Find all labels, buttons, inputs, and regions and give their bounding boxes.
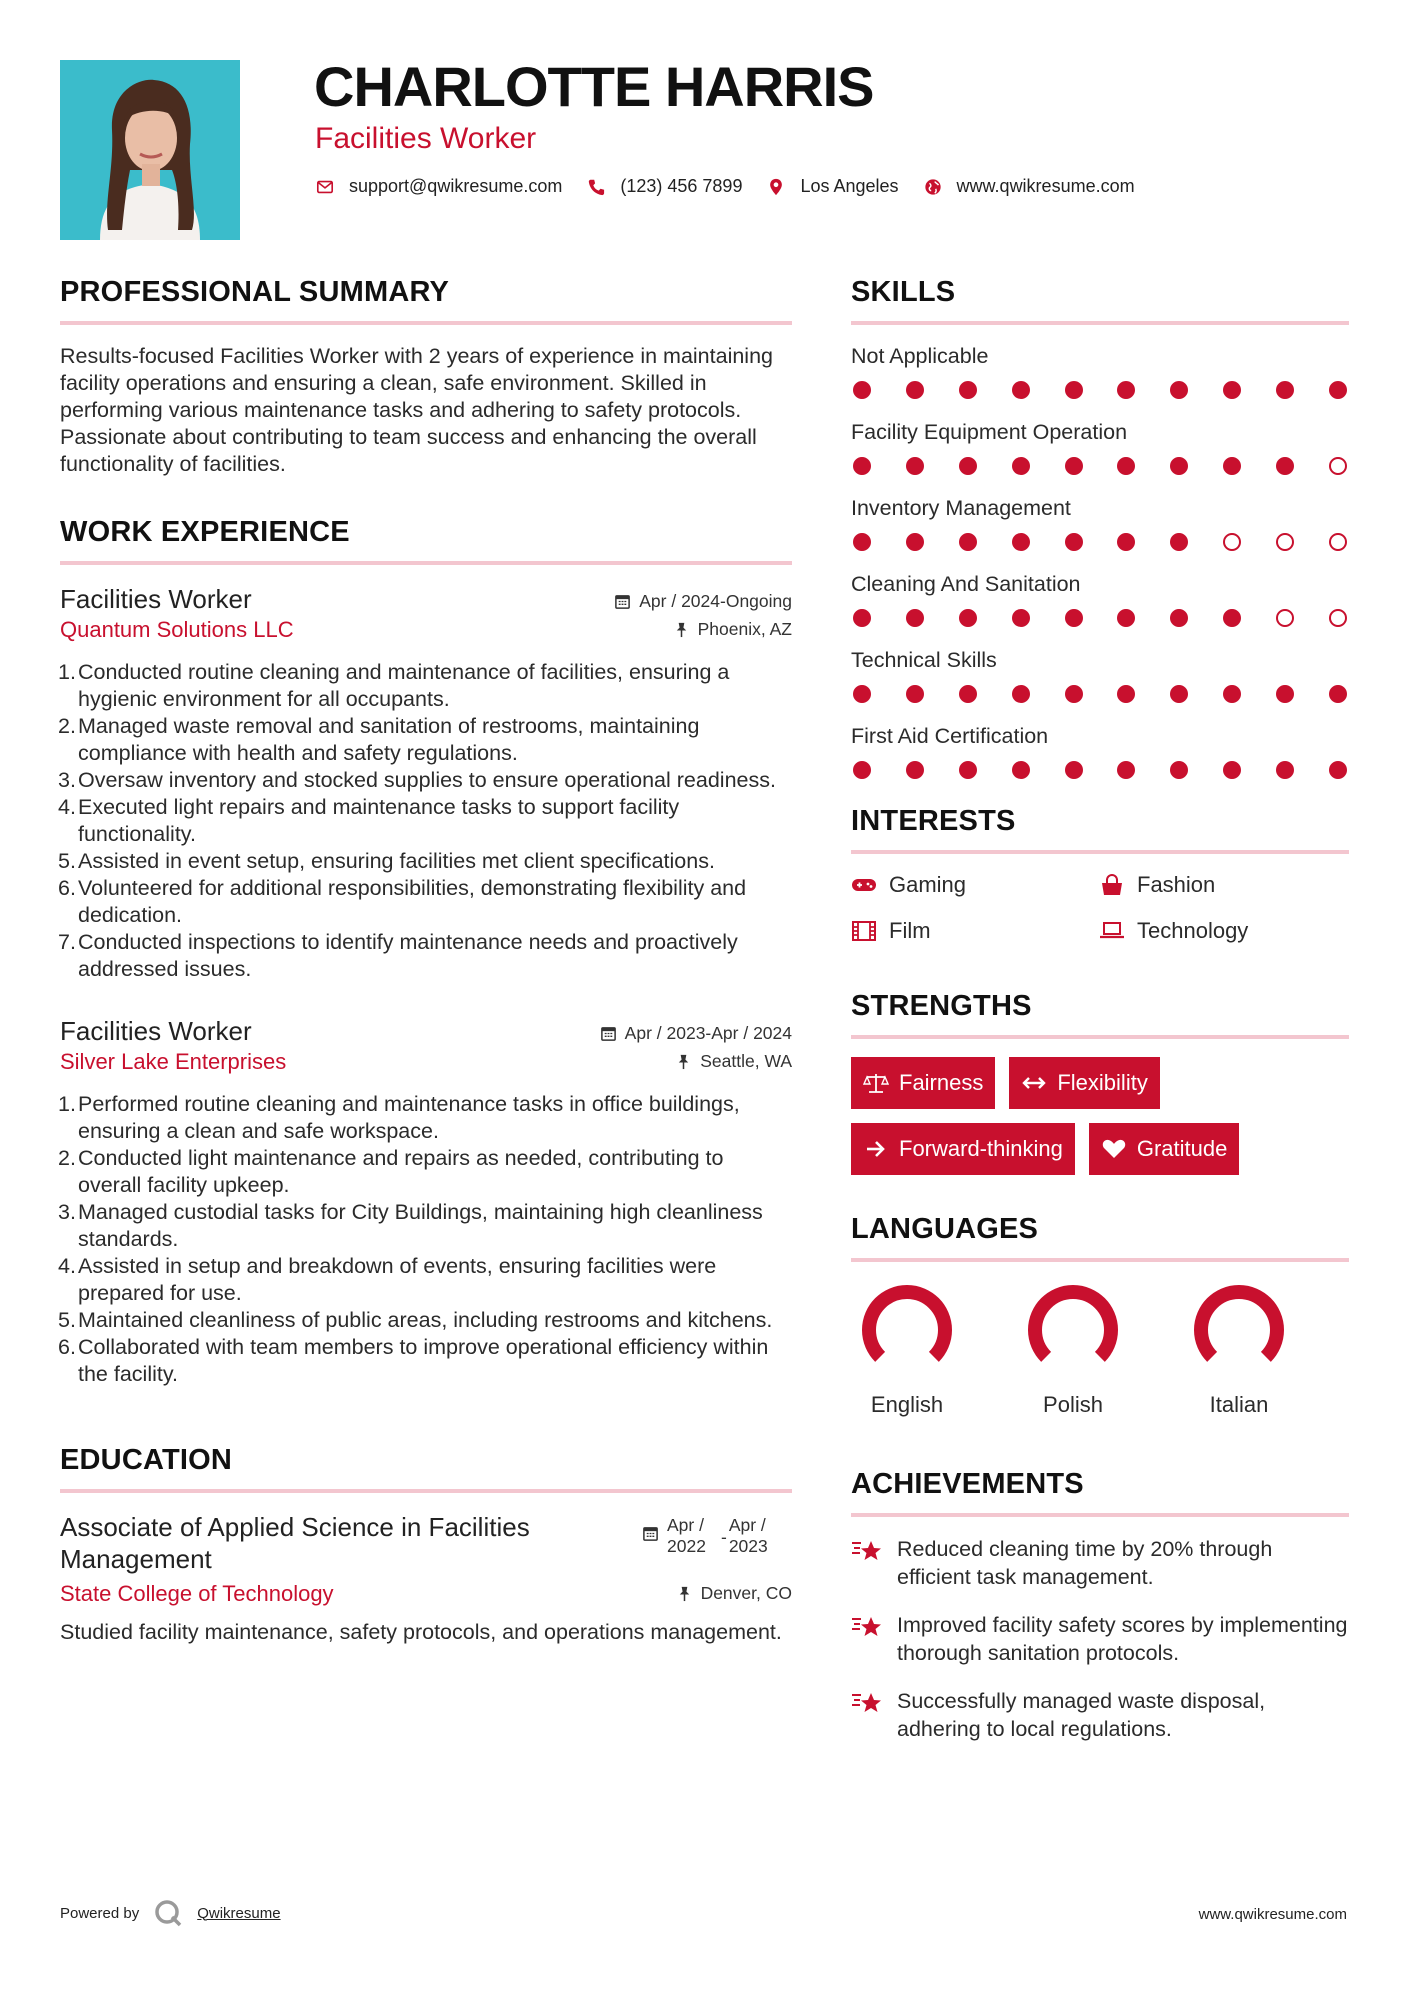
list-item: Managed custodial tasks for City Buildings, maintaining high cleanliness standards. [78,1200,763,1251]
rating-dot [1012,533,1030,551]
candidate-role: Facilities Worker [315,122,537,155]
list-item: Maintained cleanliness of public areas, including restrooms and kitchens. [78,1308,773,1332]
rating-dot [1223,761,1241,779]
skill-name: Facility Equipment Operation [851,420,1128,444]
strengths-section [851,990,1349,1175]
qwikresume-logo-icon [153,1898,183,1928]
rating-dot [959,761,977,779]
film-icon [851,920,877,942]
rating-dot [1170,457,1188,475]
job-location-text: Seattle, WA [700,1051,792,1071]
strength-label: Fairness [899,1070,984,1095]
rating-dot [1117,381,1135,399]
shopping-bag-icon [1099,874,1125,896]
strength-label: Forward-thinking [899,1136,1063,1161]
list-item: Performed routine cleaning and maintenance tasks in office buildings, ensuring a clean and safe workspace. [78,1092,740,1143]
language-name: Italian [1209,1392,1269,1417]
education-location [676,1583,792,1604]
education-description: Studied facility maintenance, safety protocols, and operations management. [60,1620,782,1644]
languages-section [851,1213,1349,1418]
rating-dot [853,685,871,703]
shooting-star-icon [851,1537,883,1565]
strength-tag [1089,1123,1240,1175]
skills-title: SKILLS [851,276,1349,325]
job-date [600,1023,792,1044]
interests-section [851,805,1349,944]
rating-dot [1223,685,1241,703]
rating-dot [1170,381,1188,399]
rating-dot [906,685,924,703]
contact-phone[interactable] [586,176,742,197]
job-date [614,591,792,612]
education-date-start: Apr / 2022 [667,1515,706,1556]
contact-bar [315,176,1159,197]
contact-location [766,176,898,197]
interests-title: INTERESTS [851,805,1349,854]
contact-email-text: support@qwikresume.com [349,176,563,196]
right-column [851,276,1349,1763]
arrow-right-icon [863,1138,889,1160]
rating-dot [1012,761,1030,779]
rating-dot [853,457,871,475]
rating-dot [1276,685,1294,703]
rating-dot [1065,761,1083,779]
rating-dot [1329,457,1347,475]
language-name: English [870,1392,944,1417]
education-location-text: Denver, CO [700,1583,792,1603]
rating-dot [1223,609,1241,627]
thumbtack-icon [676,1585,693,1602]
footer-website[interactable]: www.qwikresume.com [1198,1906,1347,1923]
achievement-text: Reduced cleaning time by 20% through efficient task management. [897,1537,1273,1589]
rating-dot [1170,685,1188,703]
thumbtack-icon [675,1053,692,1070]
rating-dot [1065,533,1083,551]
footer-powered-by [60,1898,281,1928]
rating-dot [906,457,924,475]
rating-dot [1117,761,1135,779]
rating-dot [1117,533,1135,551]
rating-dot [1276,761,1294,779]
summary-text: Results-focused Facilities Worker with 2 years of experience in maintaining facility operations and ensuring a clean, safe environment. Skilled in performing various maintenance tasks and adhering to safety protocols. Passionate about contributing to team success and enhancing the overall functionality of facilities. [60,344,773,476]
contact-phone-text: (123) 456 7899 [620,176,743,196]
job-location-text: Phoenix, AZ [697,619,792,639]
rating-dot [959,685,977,703]
avatar [60,60,240,240]
shooting-star-icon [851,1689,883,1717]
strength-label: Flexibility [1057,1070,1148,1095]
list-item: Conducted routine cleaning and maintenance of facilities, ensuring a hygienic environment for all occupants. [78,660,730,711]
skill-rating [851,381,1349,399]
rating-dot [1117,685,1135,703]
rating-dot [959,381,977,399]
rating-dot [1223,381,1241,399]
education-date [642,1515,792,1557]
achievements-section [851,1468,1349,1743]
thumbtack-icon [673,621,690,638]
rating-dot [1012,609,1030,627]
skill-name: First Aid Certification [851,724,1049,748]
rating-dot [906,533,924,551]
rating-dot [1223,457,1241,475]
laptop-icon [1099,920,1125,942]
language-name: Polish [1043,1392,1103,1417]
job-company: Silver Lake Enterprises [60,1049,287,1074]
strengths-title: STRENGTHS [851,990,1349,1039]
rating-dot [1065,685,1083,703]
job-duties [60,1091,792,1388]
rating-dot [906,381,924,399]
rating-dot [1065,457,1083,475]
contact-location-text: Los Angeles [800,176,899,196]
contact-website[interactable] [923,176,1135,197]
language-item [851,1280,1017,1418]
list-item: Conducted light maintenance and repairs as needed, contributing to overall facility upkeep. [78,1146,724,1197]
calendar-icon [642,1525,659,1542]
list-item: Assisted in setup and breakdown of events, ensuring facilities were prepared for use. [78,1254,717,1305]
rating-dot [1065,609,1083,627]
languages-title: LANGUAGES [851,1213,1349,1262]
education-date-end: Apr / 2023 [728,1515,768,1556]
rating-dot [1170,761,1188,779]
skills-section [851,276,1349,779]
language-ring [857,1280,957,1380]
achievements-title: ACHIEVEMENTS [851,1468,1349,1517]
skill-rating [851,761,1349,779]
achievement-text: Improved facility safety scores by implementing thorough sanitation protocols. [897,1613,1348,1665]
language-ring [1023,1280,1123,1380]
skill-name: Technical Skills [851,648,997,672]
skill-rating [851,685,1349,703]
interest-label: Fashion [1137,872,1216,897]
interest-technology [1099,918,1349,944]
map-pin-icon [766,177,786,197]
rating-dot [853,381,871,399]
rating-dot [1117,457,1135,475]
strength-label: Gratitude [1136,1136,1228,1161]
contact-email[interactable] [315,176,562,197]
job-entry [60,583,792,983]
language-ring [1189,1280,1289,1380]
education-date-sep: - [721,1527,727,1547]
powered-by-text: Powered by [60,1904,140,1922]
language-item [1017,1280,1183,1418]
achievement-item [851,1535,1349,1591]
job-title: Facilities Worker [60,1016,252,1046]
rating-dot [1276,381,1294,399]
school-name: State College of Technology [60,1581,334,1606]
calendar-icon [600,1025,617,1042]
interest-label: Film [889,918,931,943]
interest-label: Gaming [889,872,967,897]
profile-photo [60,60,240,240]
list-item: Oversaw inventory and stocked supplies to ensure operational readiness. [78,768,776,792]
summary-section [60,276,792,478]
interest-fashion [1099,872,1349,898]
brand-link[interactable]: Qwikresume [197,1904,281,1922]
rating-dot [1012,685,1030,703]
rating-dot [1170,533,1188,551]
job-company: Quantum Solutions LLC [60,617,294,642]
rating-dot [959,533,977,551]
job-location [673,619,792,640]
gamepad-icon [851,874,877,896]
interest-gaming [851,872,1099,898]
candidate-name: CHARLOTTE HARRIS [314,55,874,118]
achievement-text: Successfully managed waste disposal, adhering to local regulations. [897,1689,1266,1741]
skill-name: Inventory Management [851,496,1071,520]
education-section [60,1444,792,1646]
contact-website-text: www.qwikresume.com [956,176,1135,196]
summary-title: PROFESSIONAL SUMMARY [60,276,792,325]
job-entry [60,1015,792,1388]
interest-label: Technology [1137,918,1249,943]
heart-icon [1101,1138,1127,1160]
experience-title: WORK EXPERIENCE [60,516,792,565]
degree-title: Associate of Applied Science in Facilities Management [60,1512,530,1574]
list-item: Conducted inspections to identify maintenance needs and proactively addressed issues. [78,930,738,981]
rating-dot [1329,533,1347,551]
rating-dot [1276,457,1294,475]
rating-dot [1065,381,1083,399]
education-title: EDUCATION [60,1444,792,1493]
rating-dot [906,761,924,779]
job-duties [60,659,792,983]
envelope-icon [315,177,335,197]
strength-tag [1009,1057,1159,1109]
shooting-star-icon [851,1613,883,1641]
rating-dot [1012,381,1030,399]
rating-dot [853,761,871,779]
rating-dot [959,609,977,627]
rating-dot [853,609,871,627]
arrows-horizontal-icon [1021,1072,1047,1094]
skill-name: Not Applicable [851,344,989,368]
rating-dot [1329,609,1347,627]
rating-dot [1223,533,1241,551]
list-item: Managed waste removal and sanitation of restrooms, maintaining compliance with health and safety regulations. [78,714,700,765]
skill-name: Cleaning And Sanitation [851,572,1081,596]
list-item: Assisted in event setup, ensuring facilities met client specifications. [78,849,715,873]
strength-tag [851,1057,995,1109]
rating-dot [906,609,924,627]
job-date-text: Apr / 2024-Ongoing [639,591,792,611]
rating-dot [1276,533,1294,551]
list-item: Volunteered for additional responsibilities, demonstrating flexibility and dedication. [78,876,747,927]
skill-rating [851,609,1349,627]
calendar-icon [614,593,631,610]
skill-rating [851,457,1349,475]
rating-dot [1329,685,1347,703]
skills-list [851,343,1349,779]
rating-dot [1170,609,1188,627]
balance-scale-icon [863,1072,889,1094]
left-column [60,276,792,1646]
rating-dot [1329,761,1347,779]
job-date-text: Apr / 2023-Apr / 2024 [624,1023,792,1043]
rating-dot [959,457,977,475]
list-item: Executed light repairs and maintenance tasks to support facility functionality. [78,795,680,846]
globe-icon [923,177,943,197]
skill-rating [851,533,1349,551]
rating-dot [853,533,871,551]
strength-tag [851,1123,1075,1175]
language-item [1183,1280,1349,1418]
interest-film [851,918,1099,944]
rating-dot [1276,609,1294,627]
rating-dot [1117,609,1135,627]
rating-dot [1329,381,1347,399]
achievement-item [851,1687,1349,1743]
list-item: Collaborated with team members to improve operational efficiency within the facility. [78,1335,769,1386]
achievement-item [851,1611,1349,1667]
rating-dot [1012,457,1030,475]
experience-section [60,516,792,1388]
job-location [675,1051,792,1072]
job-title: Facilities Worker [60,584,252,614]
phone-icon [586,177,606,197]
